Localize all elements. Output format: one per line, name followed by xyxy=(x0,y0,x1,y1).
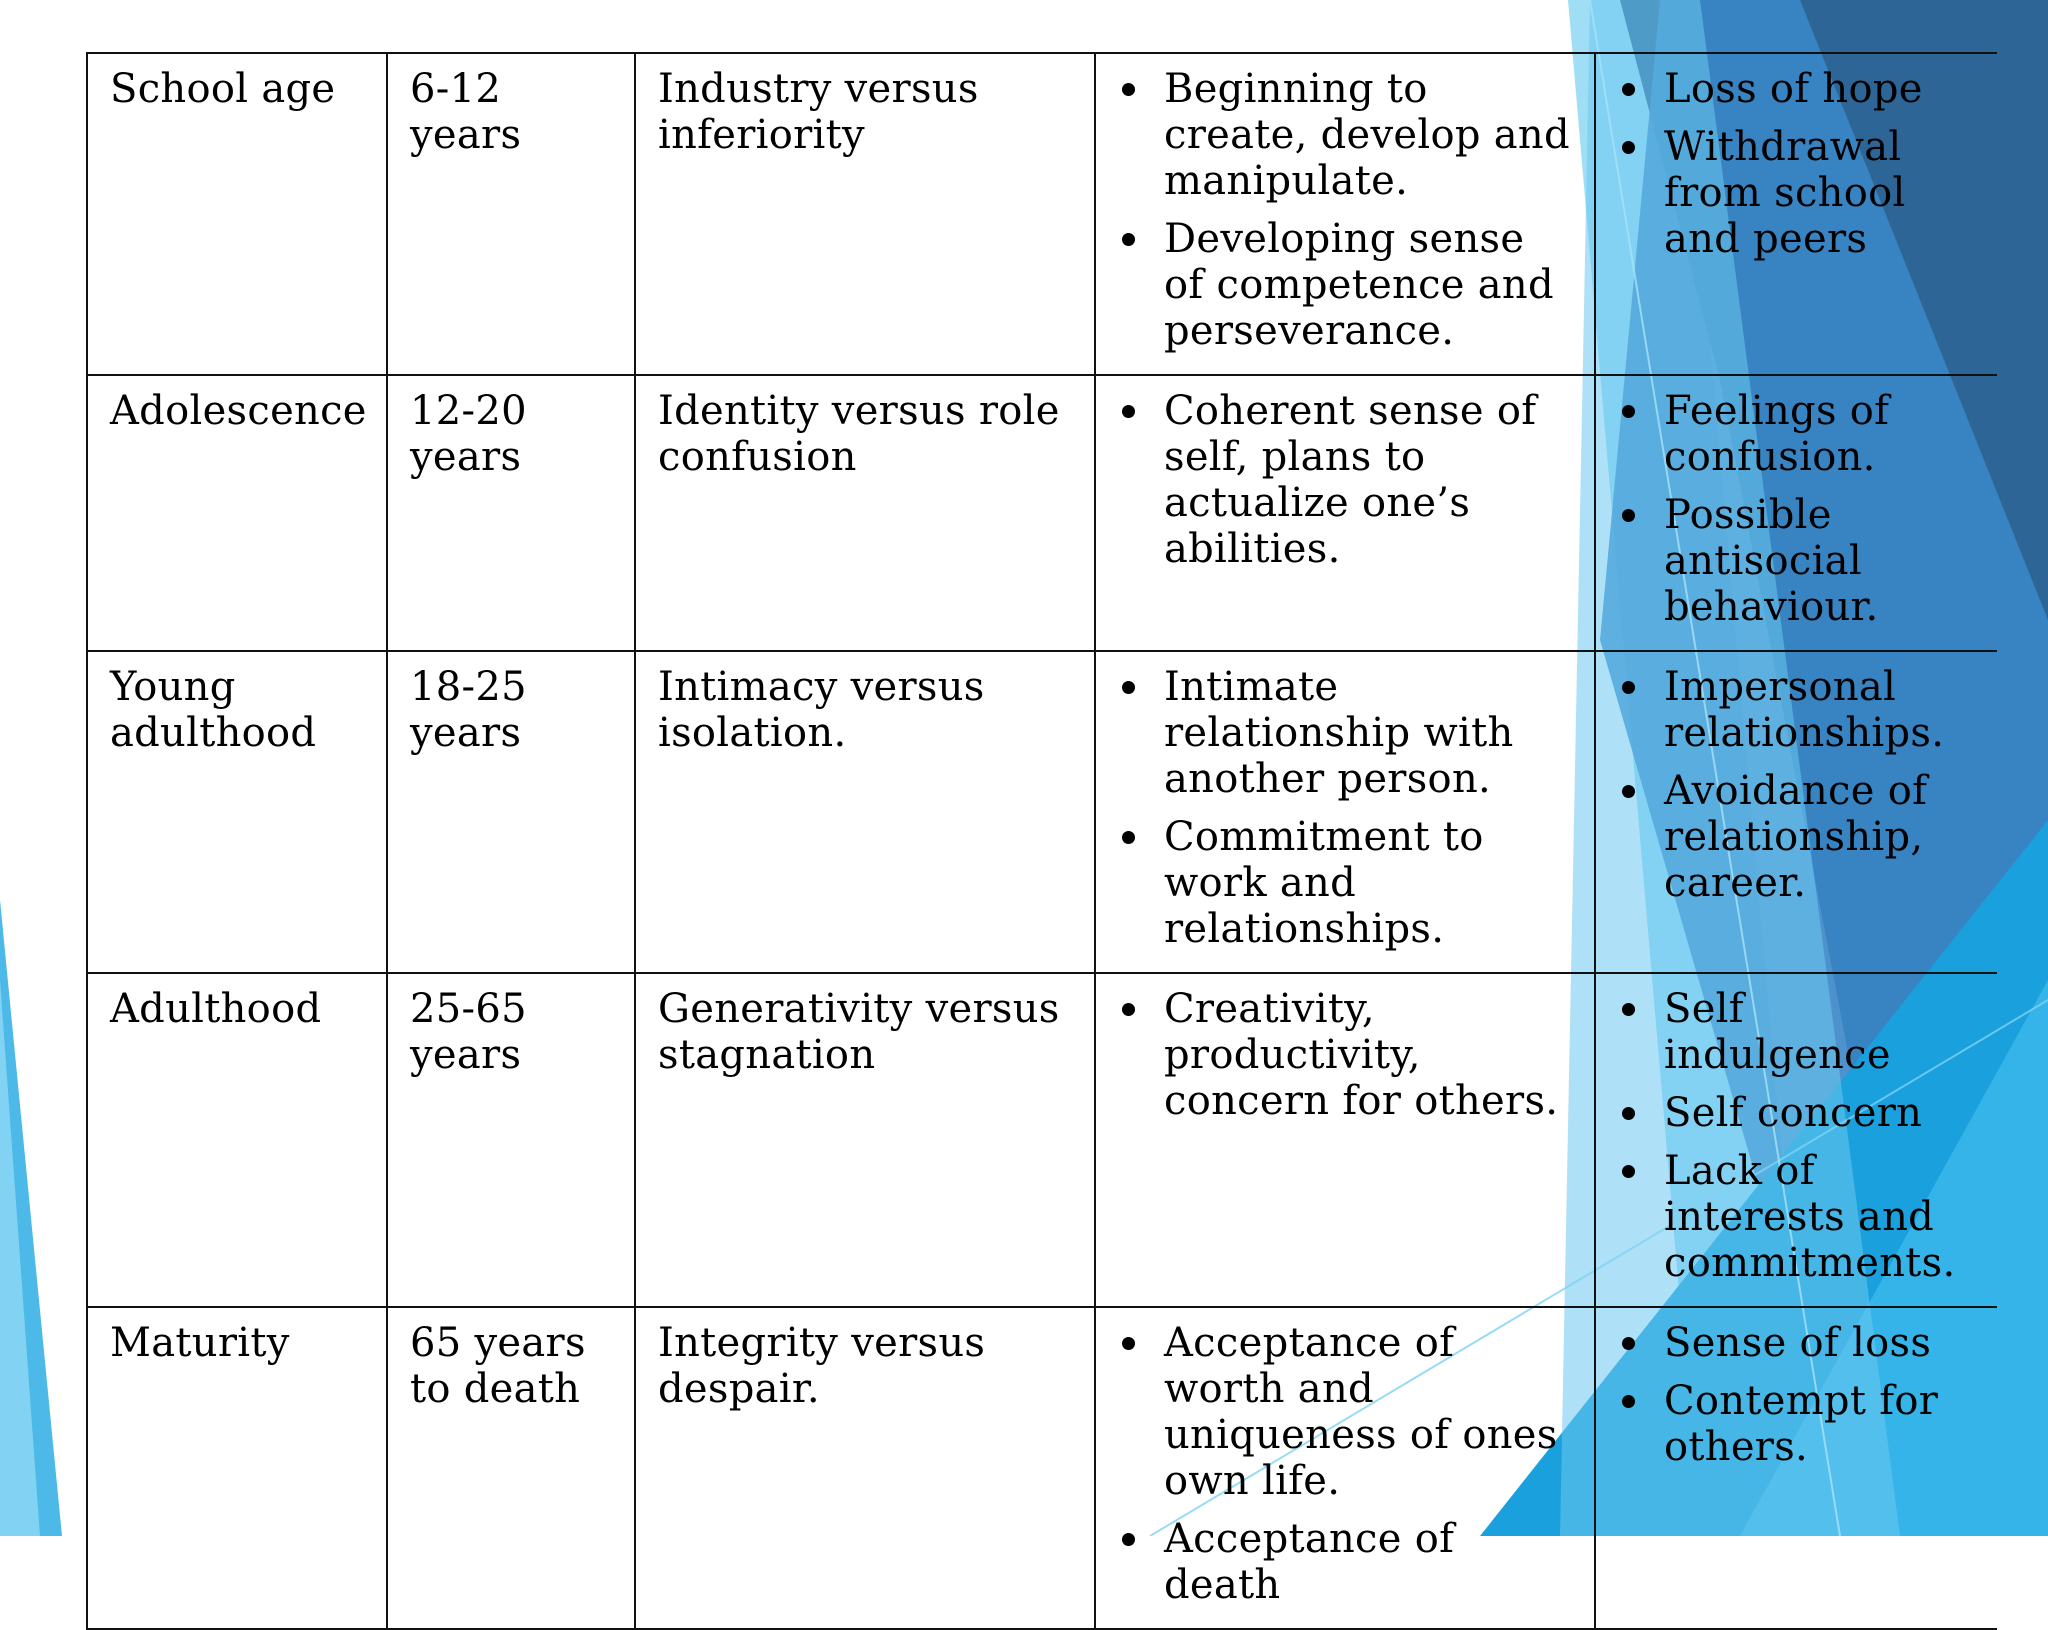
list-item: Possible antisocial behaviour. xyxy=(1618,492,1977,630)
list-item: Impersonal relationships. xyxy=(1618,664,1977,756)
negative-outcome-list xyxy=(1618,388,1977,630)
cell-stage: Adolescence xyxy=(87,375,387,651)
cell-age: 25-65 years xyxy=(387,973,635,1307)
list-item: Feelings of confusion. xyxy=(1618,388,1977,480)
cell-positive-outcomes xyxy=(1095,375,1595,651)
cell-negative-outcomes xyxy=(1595,1307,1997,1629)
table-row xyxy=(87,973,1997,1307)
list-item: Creativity, productivity, concern for others. xyxy=(1118,986,1574,1124)
cell-age: 18-25 years xyxy=(387,651,635,973)
cell-positive-outcomes xyxy=(1095,53,1595,375)
cell-crisis: Identity versus role confusion xyxy=(635,375,1095,651)
cell-crisis: Industry versus inferiority xyxy=(635,53,1095,375)
negative-outcome-list xyxy=(1618,664,1977,906)
list-item: Developing sense of competence and perseverance. xyxy=(1118,216,1574,354)
cell-positive-outcomes xyxy=(1095,973,1595,1307)
cell-negative-outcomes xyxy=(1595,53,1997,375)
cell-negative-outcomes xyxy=(1595,973,1997,1307)
psychosocial-stages-table xyxy=(86,52,1997,1630)
list-item: Avoidance of relationship, career. xyxy=(1618,768,1977,906)
cell-crisis: Generativity versus stagnation xyxy=(635,973,1095,1307)
cell-age: 6-12 years xyxy=(387,53,635,375)
positive-outcome-list xyxy=(1118,388,1574,572)
cell-stage: Young adulthood xyxy=(87,651,387,973)
list-item: Commitment to work and relationships. xyxy=(1118,814,1574,952)
list-item: Contempt for others. xyxy=(1618,1378,1977,1470)
list-item: Withdrawal from school and peers xyxy=(1618,124,1977,262)
cell-negative-outcomes xyxy=(1595,375,1997,651)
positive-outcome-list xyxy=(1118,664,1574,952)
positive-outcome-list xyxy=(1118,66,1574,354)
table-row xyxy=(87,651,1997,973)
cell-age: 65 years to death xyxy=(387,1307,635,1629)
cell-crisis: Integrity versus despair. xyxy=(635,1307,1095,1629)
table-row xyxy=(87,375,1997,651)
list-item: Self concern xyxy=(1618,1090,1977,1136)
table-body xyxy=(87,53,1997,1629)
cell-age: 12-20 years xyxy=(387,375,635,651)
negative-outcome-list xyxy=(1618,1320,1977,1470)
positive-outcome-list xyxy=(1118,1320,1574,1608)
negative-outcome-list xyxy=(1618,986,1977,1286)
list-item: Self indulgence xyxy=(1618,986,1977,1078)
cell-stage: Maturity xyxy=(87,1307,387,1629)
negative-outcome-list xyxy=(1618,66,1977,262)
list-item: Coherent sense of self, plans to actualize one’s abilities. xyxy=(1118,388,1574,572)
list-item: Acceptance of death xyxy=(1118,1516,1574,1608)
list-item: Beginning to create, develop and manipulate. xyxy=(1118,66,1574,204)
cell-positive-outcomes xyxy=(1095,651,1595,973)
positive-outcome-list xyxy=(1118,986,1574,1124)
list-item: Acceptance of worth and uniqueness of ones own life. xyxy=(1118,1320,1574,1504)
list-item: Loss of hope xyxy=(1618,66,1977,112)
stages-table-container xyxy=(86,52,1996,1608)
table-row xyxy=(87,53,1997,375)
list-item: Lack of interests and commitments. xyxy=(1618,1148,1977,1286)
list-item: Intimate relationship with another person. xyxy=(1118,664,1574,802)
cell-crisis: Intimacy versus isolation. xyxy=(635,651,1095,973)
cell-negative-outcomes xyxy=(1595,651,1997,973)
cell-stage: Adulthood xyxy=(87,973,387,1307)
cell-positive-outcomes xyxy=(1095,1307,1595,1629)
list-item: Sense of loss xyxy=(1618,1320,1977,1366)
table-row xyxy=(87,1307,1997,1629)
cell-stage: School age xyxy=(87,53,387,375)
